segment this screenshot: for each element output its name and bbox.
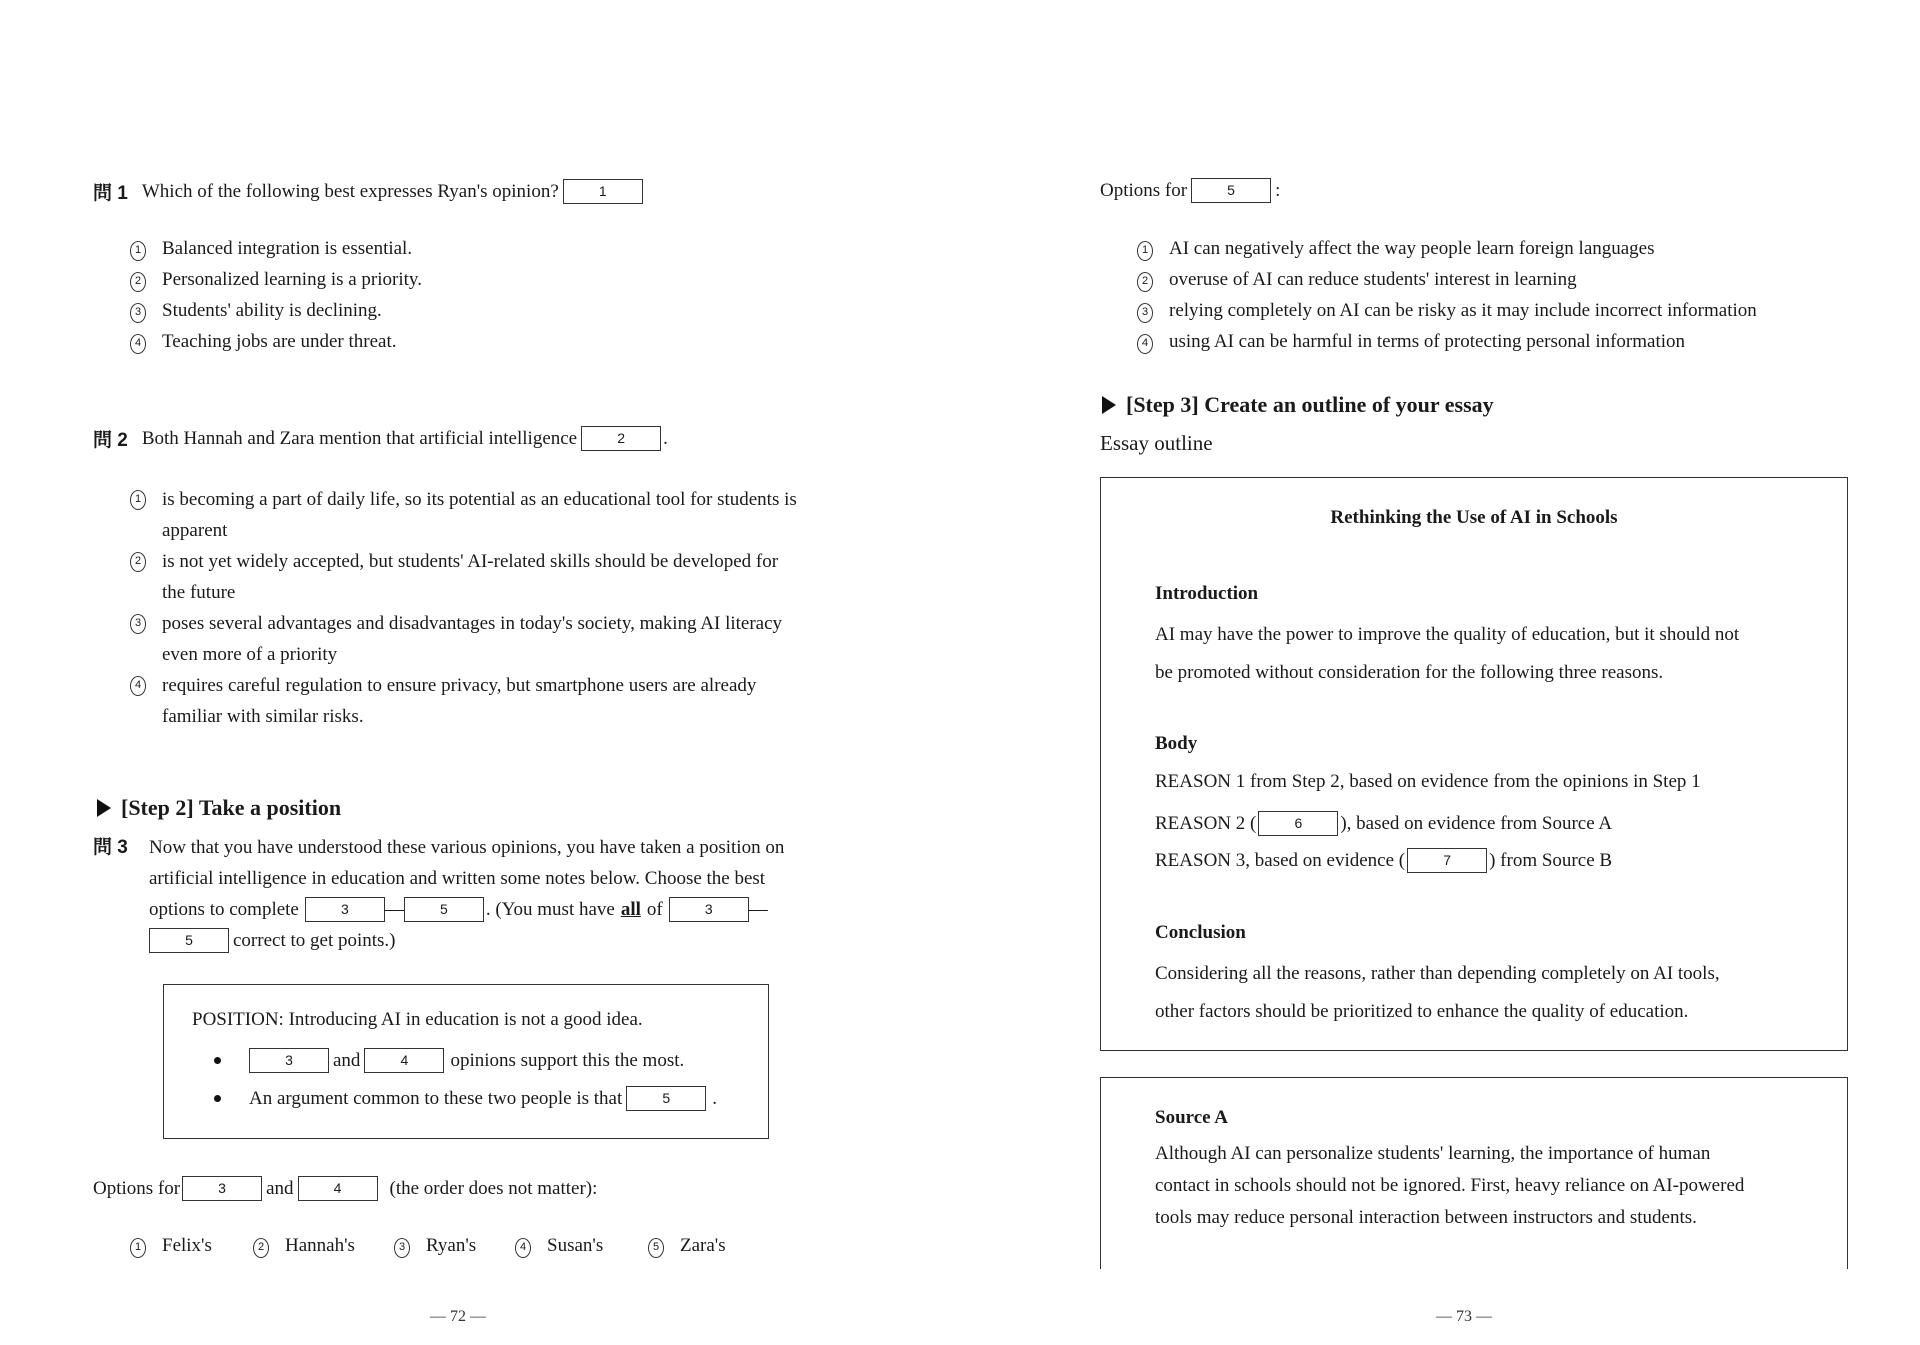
answer-box-6[interactable]: 6 bbox=[1258, 811, 1338, 836]
answer-box-4[interactable]: 4 bbox=[364, 1048, 444, 1073]
name-option-5[interactable] bbox=[648, 1235, 726, 1258]
option-number: 1 bbox=[1137, 241, 1153, 261]
step-2-title: [Step 2] Take a position bbox=[121, 795, 342, 820]
reason-2-a: REASON 2 ( bbox=[1155, 812, 1257, 834]
option-text: Felix's bbox=[162, 1235, 212, 1256]
option-text: Teaching jobs are under threat. bbox=[162, 331, 397, 352]
source-a-line: Although AI can personalize students' learning, the importance of human bbox=[1155, 1143, 1711, 1164]
option-number: 3 bbox=[130, 614, 146, 634]
option-text: Students' ability is declining. bbox=[162, 300, 382, 321]
option-number: 4 bbox=[1137, 334, 1153, 354]
answer-box-3[interactable]: 3 bbox=[669, 897, 749, 922]
question-3-label: 問 3 bbox=[93, 837, 128, 858]
q3-text-a: options to complete bbox=[149, 899, 299, 920]
question-3 bbox=[93, 832, 843, 956]
question-2 bbox=[93, 425, 668, 452]
option-text: overuse of AI can reduce students' interest in learning bbox=[1169, 269, 1577, 290]
option-number: 2 bbox=[253, 1238, 269, 1258]
answer-box-3[interactable]: 3 bbox=[249, 1048, 329, 1073]
option-text bbox=[162, 546, 778, 608]
option-text: Personalized learning is a priority. bbox=[162, 269, 422, 290]
question-2-label: 問 2 bbox=[93, 430, 128, 451]
body-heading: Body bbox=[1155, 733, 1198, 754]
position-box bbox=[163, 984, 769, 1139]
question-3-line bbox=[149, 894, 843, 925]
reason-1: REASON 1 from Step 2, based on evidence from the opinions in Step 1 bbox=[1155, 771, 1701, 792]
bullet-2-text: An argument common to these two people is that bbox=[249, 1087, 623, 1109]
intro-heading: Introduction bbox=[1155, 583, 1259, 604]
answer-box-7[interactable]: 7 bbox=[1407, 848, 1487, 873]
conclusion-text bbox=[1155, 955, 1795, 1031]
question-1-text: Which of the following best expresses Ryan's opinion? bbox=[141, 180, 559, 202]
option-text: Balanced integration is essential. bbox=[162, 238, 413, 259]
intro-text bbox=[1155, 616, 1795, 692]
position-bullet-1 bbox=[214, 1048, 684, 1073]
reason-option-4[interactable] bbox=[1137, 331, 1685, 354]
q1-option-1[interactable] bbox=[130, 238, 412, 261]
triangle-bullet-icon bbox=[1102, 396, 1116, 414]
source-a-line: tools may reduce personal interaction between instructors and students. bbox=[1155, 1207, 1697, 1228]
option-number: 1 bbox=[130, 490, 146, 510]
source-a-box bbox=[1100, 1077, 1848, 1269]
bullet-1-text: opinions support this the most. bbox=[450, 1049, 685, 1071]
reason-3-a: REASON 3, based on evidence ( bbox=[1155, 849, 1406, 871]
q3-text-b: . (You must have bbox=[485, 899, 615, 920]
option-number: 4 bbox=[515, 1238, 531, 1258]
name-option-2[interactable] bbox=[253, 1235, 355, 1258]
option-text: Hannah's bbox=[285, 1235, 355, 1256]
option-number: 4 bbox=[130, 334, 146, 354]
option-line: is not yet widely accepted, but students' AI-related skills should be developed for bbox=[162, 551, 779, 572]
step-2-heading bbox=[97, 795, 341, 821]
reason-option-2[interactable] bbox=[1137, 269, 1577, 292]
option-text bbox=[162, 484, 797, 546]
option-text: relying completely on AI can be risky as it may include incorrect information bbox=[1169, 300, 1757, 321]
option-number: 5 bbox=[648, 1238, 664, 1258]
answer-box-5[interactable]: 5 bbox=[149, 928, 229, 953]
question-2-text: Both Hannah and Zara mention that artificial intelligence bbox=[141, 427, 578, 449]
answer-box-4[interactable]: 4 bbox=[298, 1176, 378, 1201]
step-3-heading bbox=[1102, 392, 1494, 418]
page-number-left: — 72 — bbox=[430, 1308, 486, 1325]
option-line: poses several advantages and disadvantages in today's society, making AI literacy bbox=[162, 613, 783, 634]
reason-3 bbox=[1155, 848, 1612, 873]
option-line: apparent bbox=[162, 520, 228, 541]
reason-option-3[interactable] bbox=[1137, 300, 1757, 323]
name-option-3[interactable] bbox=[394, 1235, 476, 1258]
bullet-2-end: . bbox=[712, 1087, 717, 1109]
q3-text-c: correct to get points.) bbox=[233, 930, 396, 951]
q2-option-2[interactable] bbox=[130, 546, 842, 608]
answer-box-5[interactable]: 5 bbox=[404, 897, 484, 922]
reason-2-b: ), based on evidence from Source A bbox=[1340, 812, 1613, 834]
answer-box-5[interactable]: 5 bbox=[626, 1086, 706, 1111]
q2-option-4[interactable] bbox=[130, 670, 842, 732]
option-text: AI can negatively affect the way people learn foreign languages bbox=[1169, 238, 1655, 259]
option-line: the future bbox=[162, 582, 236, 603]
question-1-label: 問 1 bbox=[93, 183, 128, 204]
bullet-icon bbox=[214, 1057, 221, 1064]
options-and: and bbox=[266, 1177, 294, 1199]
option-text bbox=[162, 608, 782, 670]
name-option-4[interactable] bbox=[515, 1235, 603, 1258]
q3-of: of bbox=[646, 899, 663, 920]
q1-option-2[interactable] bbox=[130, 269, 422, 292]
option-number: 1 bbox=[130, 241, 146, 261]
conclusion-heading: Conclusion bbox=[1155, 922, 1246, 943]
answer-box-3[interactable]: 3 bbox=[305, 897, 385, 922]
answer-box-3[interactable]: 3 bbox=[182, 1176, 262, 1201]
question-2-end: . bbox=[663, 427, 668, 449]
options-3-4-header bbox=[93, 1176, 597, 1201]
q1-option-3[interactable] bbox=[130, 300, 382, 323]
page-number-right: — 73 — bbox=[1436, 1308, 1492, 1325]
conclusion-line: Considering all the reasons, rather than depending completely on AI tools, bbox=[1155, 963, 1720, 984]
option-number: 4 bbox=[130, 676, 146, 696]
q1-option-4[interactable] bbox=[130, 331, 397, 354]
option-number: 2 bbox=[130, 272, 146, 292]
conclusion-line: other factors should be prioritized to enhance the quality of education. bbox=[1155, 1001, 1689, 1022]
answer-box-2[interactable]: 2 bbox=[581, 426, 661, 451]
outline-box bbox=[1100, 477, 1848, 1051]
question-1 bbox=[93, 178, 643, 205]
options-suffix: (the order does not matter): bbox=[389, 1177, 598, 1199]
name-option-1[interactable] bbox=[130, 1235, 212, 1258]
position-title: POSITION: Introducing AI in education is not a good idea. bbox=[192, 1009, 643, 1030]
reason-3-b: ) from Source B bbox=[1489, 849, 1613, 871]
source-a-text bbox=[1155, 1138, 1795, 1234]
position-bullet-2 bbox=[214, 1086, 717, 1111]
bullet-icon bbox=[214, 1095, 221, 1102]
outline-title: Rethinking the Use of AI in Schools bbox=[1330, 507, 1618, 528]
q3-dash: — bbox=[748, 899, 768, 920]
option-text: Susan's bbox=[547, 1235, 604, 1256]
reason-option-1[interactable] bbox=[1137, 238, 1655, 261]
intro-line: be promoted without consideration for the following three reasons. bbox=[1155, 662, 1664, 683]
q3-dash: — bbox=[384, 899, 404, 920]
options-5-header bbox=[1100, 178, 1280, 203]
option-number: 3 bbox=[130, 303, 146, 323]
source-a-heading: Source A bbox=[1155, 1107, 1229, 1128]
reason-2 bbox=[1155, 811, 1612, 836]
q2-option-1[interactable] bbox=[130, 484, 842, 546]
essay-outline-subtitle: Essay outline bbox=[1100, 431, 1213, 455]
option-number: 2 bbox=[130, 552, 146, 572]
options-suffix: : bbox=[1275, 179, 1281, 201]
option-line: familiar with similar risks. bbox=[162, 706, 364, 727]
option-number: 1 bbox=[130, 1238, 146, 1258]
option-text: Zara's bbox=[680, 1235, 726, 1256]
option-line: is becoming a part of daily life, so its potential as an educational tool for students is bbox=[162, 489, 797, 510]
triangle-bullet-icon bbox=[97, 799, 111, 817]
option-number: 3 bbox=[1137, 303, 1153, 323]
option-line: requires careful regulation to ensure privacy, but smartphone users are already bbox=[162, 675, 757, 696]
option-number: 2 bbox=[1137, 272, 1153, 292]
answer-box-5[interactable]: 5 bbox=[1191, 178, 1271, 203]
q2-option-3[interactable] bbox=[130, 608, 842, 670]
option-line: even more of a priority bbox=[162, 644, 338, 665]
option-text: Ryan's bbox=[426, 1235, 477, 1256]
options-prefix: Options for bbox=[1100, 179, 1188, 201]
option-number: 3 bbox=[394, 1238, 410, 1258]
step-3-title: [Step 3] Create an outline of your essay bbox=[1126, 392, 1494, 417]
question-3-line: Now that you have understood these various opinions, you have taken a position on bbox=[149, 837, 785, 858]
source-a-line: contact in schools should not be ignored. First, heavy reliance on AI-powered bbox=[1155, 1175, 1745, 1196]
answer-box-1[interactable]: 1 bbox=[563, 179, 643, 204]
bullet-1-and: and bbox=[333, 1049, 361, 1071]
question-3-line bbox=[149, 925, 843, 956]
q3-all: all bbox=[620, 899, 641, 920]
option-text: using AI can be harmful in terms of protecting personal information bbox=[1169, 331, 1686, 352]
question-3-line: artificial intelligence in education and written some notes below. Choose the best bbox=[149, 868, 766, 889]
options-prefix: Options for bbox=[93, 1177, 181, 1199]
option-text bbox=[162, 670, 756, 732]
intro-line: AI may have the power to improve the quality of education, but it should not bbox=[1155, 624, 1740, 645]
